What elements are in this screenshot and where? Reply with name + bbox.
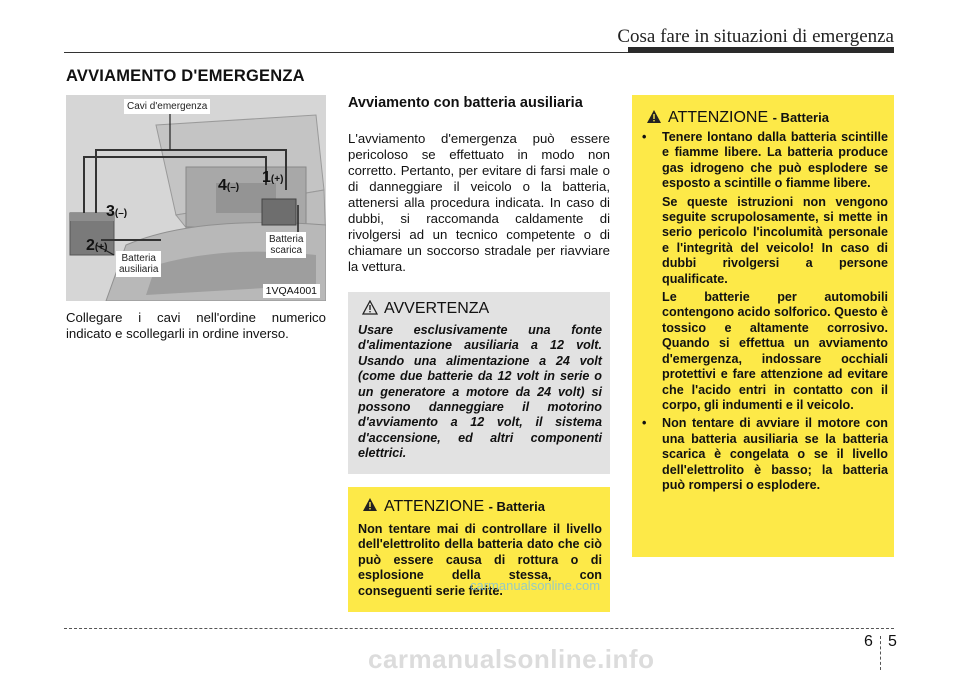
footer-rule [64, 628, 894, 629]
footer-site-watermark: carmanualsonline.info [368, 644, 655, 674]
connection-instruction: Collegare i cavi nell'ordine numerico indicato e scollegarli in ordine inverso. [66, 310, 326, 341]
label-dead-battery: Batteria scarica [266, 232, 306, 258]
label-jumper-cables: Cavi d'emergenza [124, 99, 210, 114]
subheading-aux-battery: Avviamento con batteria ausiliaria [348, 95, 583, 111]
avvertenza-text: Usare esclusivamente una fonte d'alimentazione ausiliaria a 12 volt. Usando una alimentazione a 24 volt (come due batterie da 12 volt in serie o un generatore a motore da 24 volt) si possono danneggiare il motorino d'avviamento a 12 volt, il sistema d'accensione, ed altri componenti elettrici. [358, 323, 602, 461]
attenzione-small-text: Non tentare mai di controllare il livello dell'elettrolito della batteria dato che ciò può essere causa di rottura o di esplosione della stessa, con conseguenti serie ferite. [358, 522, 602, 598]
avvertenza-box [348, 292, 610, 474]
header-title: Cosa fare in situazioni di emergenza [617, 26, 894, 47]
jumpstart-paragraph: L'avviamento d'emergenza può essere pericoloso se effettuato in modo non corretto. Pertanto, per evitare di farsi male o di danneggiare il veicolo o la batteria, attenersi alla procedura indicata. In caso di dubbi, si raccomanda caldamente di rivolgersi ad un tecnico competente o di chiamare un soccorso stradale per riavviare la vettura. [348, 131, 610, 274]
attenzione-small-title: ATTENZIONE - Batteria [384, 498, 545, 515]
list-item: • Tenere lontano dalla batteria scintille e fiamme libere. La batteria produce gas idrogeno che può esplodere se esposto a scintille o fiamme libere. Se queste istruzioni non vengono seguite scrupolosamente, si mette in serio pericolo l'incolumità personale e l'integrità del veicolo! In caso di dubbi rivolgersi a persone qualificate. Le batterie per automobili contengono acido solforico. Questo è tossico e altamente corrosivo. Quando si effettua un avviamento d'emergenza, indossare occhiali protettivi e fare attenzione ad evitare che l'acido entri in contatto con il corpo, gli indumenti e il veicolo. [642, 130, 889, 412]
page-number: 5 [888, 633, 897, 650]
label-auxiliary-battery: Batteria ausiliaria [116, 251, 161, 277]
battery-jumpstart-illustration [66, 95, 326, 301]
callout-3: 3(–) [106, 203, 128, 220]
page-number-divider [880, 636, 881, 670]
list-item: • Non tentare di avviare il motore con una batteria ausiliaria se la batteria scarica è congelata o se il livello dell'elettrolito è basso; la batteria può rompersi o esplodere. [642, 416, 888, 492]
avvertenza-title: AVVERTENZA [384, 300, 490, 317]
callout-4: 4(–) [218, 177, 240, 194]
callout-1: 1(+) [262, 169, 284, 186]
engine-bay-drawing [66, 95, 326, 301]
attenzione-battery-box-small [348, 487, 610, 612]
section-title: AVVIAMENTO D'EMERGENZA [66, 67, 305, 85]
header-rule-accent [628, 47, 894, 53]
warning-icon [646, 109, 662, 124]
page-number-chapter: 6 [864, 633, 873, 650]
attenzione-large-bullets [640, 130, 888, 496]
attenzione-large-title: ATTENZIONE - Batteria [668, 109, 829, 126]
figure-code: 1VQA4001 [263, 284, 320, 298]
watermark: carmanualsonline.com [470, 578, 601, 593]
warning-icon [362, 300, 378, 315]
callout-2: 2(+) [86, 237, 108, 254]
warning-icon [362, 497, 378, 512]
